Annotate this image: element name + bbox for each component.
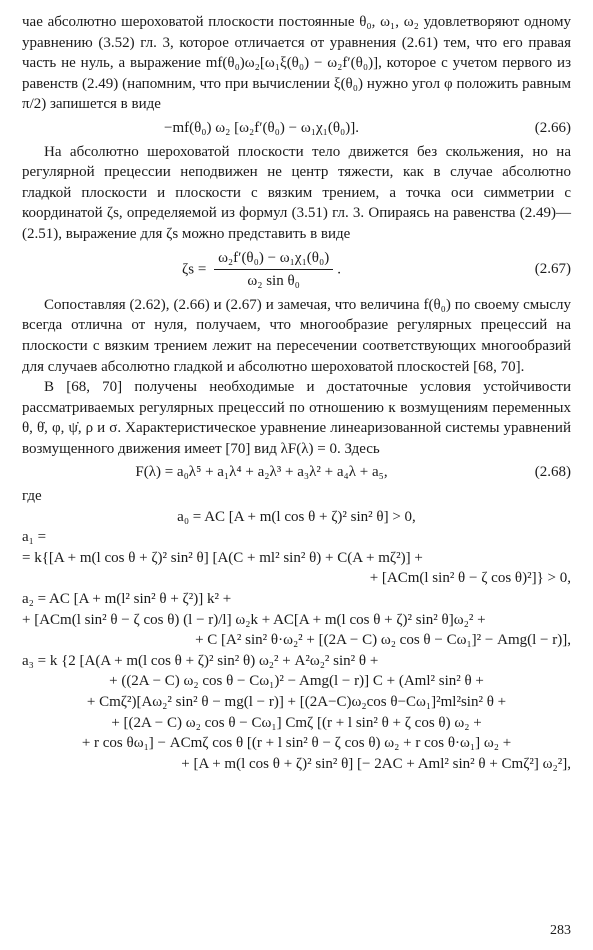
a3-line: + [(2A − C) ω₂ cos θ − Cω₁] Cmζ [(r + l sin² θ + ζ cos θ) ω₂ + [111, 714, 482, 731]
paragraph-rough-plane: чае абсолютно шероховатой плоскости постоянные θ₀, ω₁, ω₂ удовлетворяют одному уравнению (3.52) гл. 3, которое отличается от уравнения (2.61) тем, что его правая часть не нуль, а выражение mf(θ₀)ω₂[ω₁ξ(θ₀) − ω₂f′(θ₀)], которое с учетом первого из равенств (2.49) (напомним, что при вычислении ξ(θ₀) нужно угол φ положить равным π/2) запишется в виде [22, 14, 571, 113]
equation-2-67 [22, 248, 571, 292]
equation-body: F(λ) = a₀λ⁵ + a₁λ⁴ + a₂λ³ + a₃λ² + a₄λ + a₅, [135, 464, 388, 481]
coefficient-a1 [22, 527, 571, 589]
a3-line: + r cos θω₁] − ACmζ cos θ [(r + l sin² θ − ζ cos θ) ω₂ + r cos θ·ω₁] ω₂ + [81, 735, 512, 752]
equation-number: (2.66) [534, 119, 571, 136]
paragraph-stability: В [68, 70] получены необходимые и достаточные условия устойчивости рассматриваемых регулярных прецессий по отношению к возмущениям переменных θ, θ̇, φ, ψ̇, ρ и σ. Характеристическое уравнение линеаризованной системы уравнений возмущенного движения имеет [70] вид λF(λ) = 0. Здесь [22, 379, 571, 457]
a3-line: a₃ = k {2 [A(A + m(l cos θ + ζ)² sin² θ) ω₂² + A²ω₂² sin² θ + [22, 652, 379, 669]
fraction-numerator: ω₂f′(θ₀) − ω₁χ₁(θ₀) [214, 248, 333, 271]
equation-2-66 [22, 118, 571, 139]
fraction [214, 248, 333, 292]
equation-2-68 [22, 462, 571, 483]
paragraph-rolling-without-slipping: На абсолютно шероховатой плоскости тело движется без скольжения, но на регулярной прецессии неподвижен не центр тяжести, как в случае абсолютно гладкой плоскости и плоскости с вязким трением, а точка оси симметрии с координатой ζs, определяемой из формул (3.51) гл. 3. Опираясь на равенства (2.49)—(2.51), выражение для ζs можно представить в виде [22, 143, 571, 242]
a2-line: + [ACm(l sin² θ − ζ cos θ) (l − r)/l] ω₂k + AC[A + m(l cos θ + ζ)² sin² θ]ω₂² + [22, 611, 486, 628]
equation-body [22, 248, 501, 292]
a3-line: + [A + m(l cos θ + ζ)² sin² θ] [− 2AC + Aml² sin² θ + Cmζ²] ω₂²], [181, 755, 571, 772]
fraction-denominator: ω₂ sin θ₀ [247, 273, 300, 290]
paragraph-comparison: Сопоставляя (2.62), (2.66) и (2.67) и замечая, что величина f(θ₀) по своему смыслу всегда отлична от нуля, получаем, что многообразие регулярных прецессий на плоскости с вязким трением лежит на пересечении соответствующих многообразий для случаев абсолютно гладкой и абсолютно шероховатой плоскостей [68, 70]. [22, 296, 571, 375]
a1-line: + [ACm(l sin² θ − ζ cos θ)²]} > 0, [369, 570, 571, 587]
equation-number: (2.68) [534, 464, 571, 481]
a3-line: + ((2A − C) ω₂ cos θ − Cω₁)² − Amg(l − r)] C + (Aml² sin² θ + [109, 673, 484, 690]
coefficient-a0: a₀ = AC [A + m(l cos θ + ζ)² sin² θ] > 0, [177, 508, 416, 525]
a3-line: + Cmζ²)[Aω₂² sin² θ − mg(l − r)] + [(2A−C)ω₂cos θ−Cω₁]²ml²sin² θ + [86, 694, 507, 710]
equation-body: −mf(θ₀) ω₂ [ω₂f′(θ₀) − ω₁χ₁(θ₀)]. [163, 119, 359, 136]
where-word: где [22, 488, 42, 505]
a1-line: a₁ = [22, 529, 47, 546]
equation-lhs: ζs = [182, 261, 207, 278]
coefficient-a2 [22, 589, 571, 651]
page-number: 283 [550, 923, 571, 939]
equation-tail: . [337, 261, 341, 278]
a2-line: + C [A² sin² θ·ω₂² + [(2A − C) ω₂ cos θ − Cω₁]² − Amg(l − r)], [195, 632, 571, 649]
a1-line: = k{[A + m(l cos θ + ζ)² sin² θ] [A(C + ml² sin² θ) + C(A + mζ²)] + [22, 549, 423, 566]
coefficient-a3 [22, 651, 571, 775]
a2-line: a₂ = AC [A + m(l² sin² θ + ζ²)] k² + [22, 591, 232, 608]
equation-number: (2.67) [534, 261, 571, 278]
